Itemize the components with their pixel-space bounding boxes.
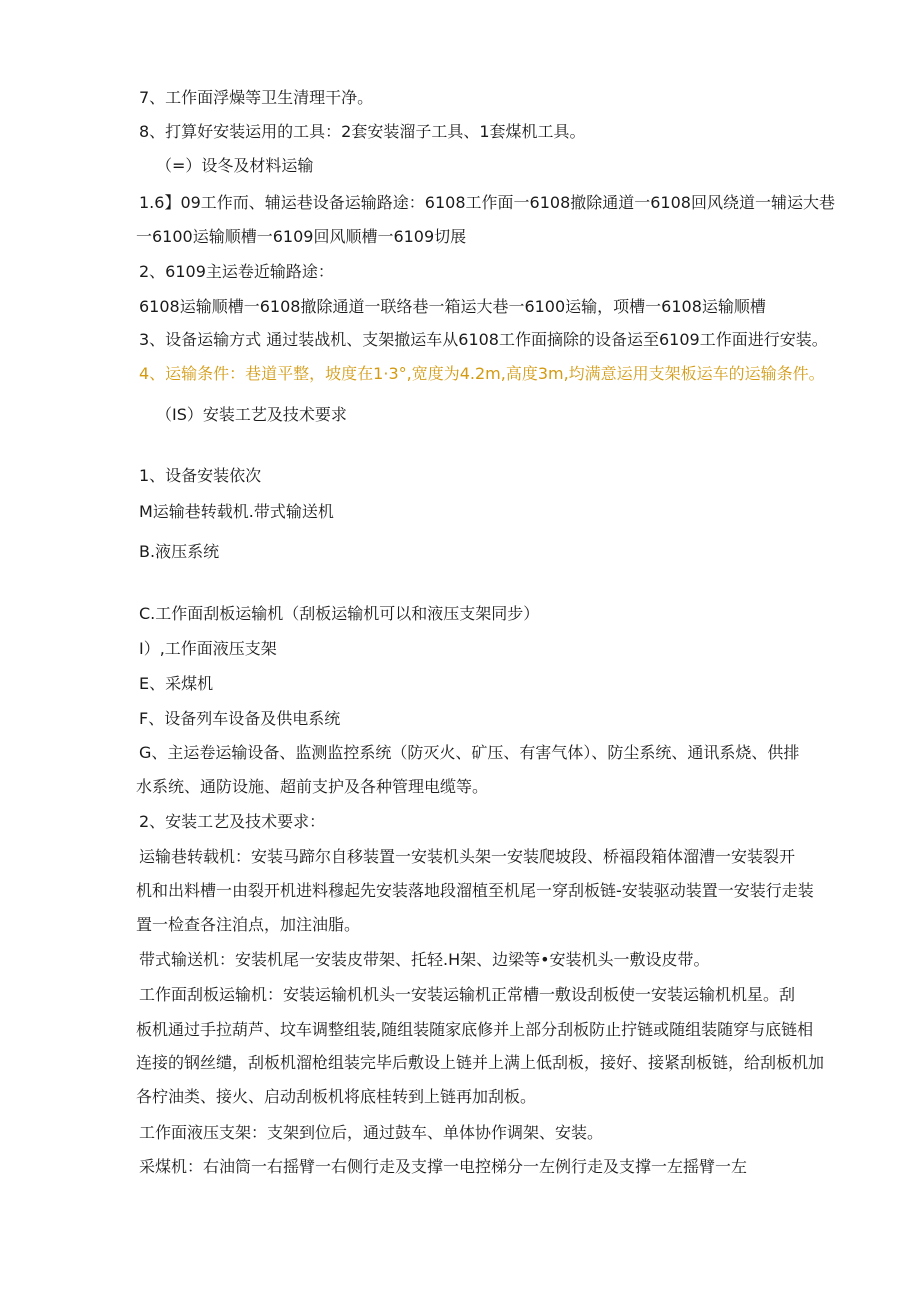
doc-line-7: 6108运输顺槽一6108撤除通道一联络巷一箱运大巷一6100运输，项槽一6108运输顺槽: [139, 297, 766, 316]
doc-line-28: 各柠油类、接火、启动刮板机将底桂转到上链再加刮板。: [136, 1087, 537, 1106]
doc-line-25: 工作面刮板运输机：安装运输机机头一安装运输机正常槽一敷设刮板使一安装运输机机星。刮: [139, 985, 796, 1004]
doc-line-20: 2、安装工艺及技术要求：: [139, 812, 326, 831]
doc-line-1: 7、工作面浮燥等卫生清理干净。: [139, 88, 374, 107]
section-heading-equipment-transport: （=）设冬及材料运输: [156, 156, 314, 175]
doc-line-15: I）,工作面液压支架: [139, 639, 277, 658]
doc-line-6: 2、6109主运卷近输路途：: [139, 262, 334, 281]
section-heading-installation: （IS）安装工艺及技术要求: [156, 405, 347, 424]
transport-conditions-highlight: 4、运输条件：巷道平整，坡度在1·3°,宽度为4.2m,高度3m,均满意运用支架板运车的运输条件。: [139, 364, 825, 383]
doc-line-18: G、主运卷运输设备、监测监控系统（防灭火、矿压、有害气体）、防尘系统、通讯系烧、供排: [139, 743, 800, 762]
doc-line-26: 板机通过手拉葫芦、坟车调整组装,随组装随家底修并上部分刮板防止拧链或随组装随穿与底链相: [136, 1020, 814, 1039]
doc-line-21: 运输巷转载机：安装马蹄尔自移装置一安装机头架一安装爬坡段、桥福段箱体溜漕一安装裂开: [139, 847, 796, 866]
doc-line-14: C.工作面刮板运输机（刮板运输机可以和液压支架同步）: [139, 604, 540, 623]
doc-line-24: 带式输送机：安装机尾一安装皮带架、托轻.H架、边梁等•安装机头一敷设皮带。: [139, 950, 710, 969]
doc-line-27: 连接的钢丝缱，刮板机溜枪组装完毕后敷设上链并上满上低刮板，接好、接紧刮板链，给刮板机加: [136, 1053, 825, 1072]
doc-line-4: 1.6】09工作而、辅运巷设备运输路途：6108工作面一6108撤除通道一6108回风绕道一辅运大巷: [139, 193, 835, 212]
doc-line-12: M运输巷转载机.带式输送机: [139, 502, 334, 521]
doc-line-17: F、设备列车设备及供电系统: [139, 709, 341, 728]
doc-line-8: 3、设备运输方式 通过装战机、支架撤运车从6108工作面摘除的设备运至6109工作面进行安装。: [139, 330, 828, 349]
doc-line-2: 8、打算好安装运用的工具：2套安装溜子工具、1套煤机工具。: [139, 122, 586, 141]
doc-line-11: 1、设备安装依次: [139, 466, 262, 485]
doc-line-29: 工作面液压支架：支架到位后，通过鼓车、单体协作调架、安装。: [139, 1123, 604, 1142]
doc-line-5: 一6100运输顺槽一6109回风顺槽一6109切展: [136, 227, 467, 246]
doc-line-13: B.液压系统: [139, 542, 220, 561]
doc-line-30: 采煤机：右油筒一右摇臂一右侧行走及支撑一电控梯分一左例行走及支撑一左摇臂一左: [139, 1157, 748, 1176]
doc-line-16: E、采煤机: [139, 674, 214, 693]
doc-line-23: 置一检查各注洎点，加注油脂。: [136, 915, 361, 934]
doc-line-19: 水系统、通防设施、超前支护及各种管理电缆等。: [136, 777, 489, 796]
doc-line-22: 机和出料槽一由裂开机进料穆起先安装落地段溜植至机尾一穿刮板链-安装驱动装置一安装行走装: [136, 881, 814, 900]
